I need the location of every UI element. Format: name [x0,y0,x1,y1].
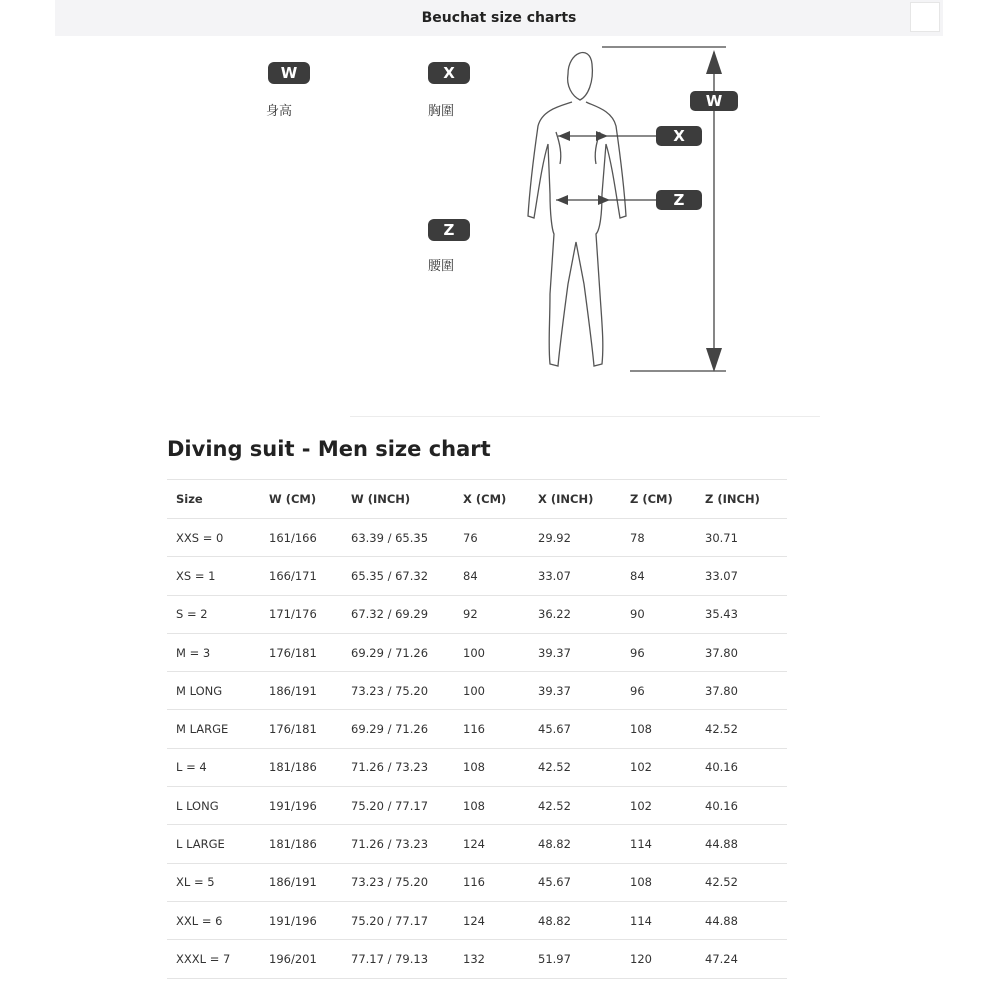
table-cell: 29.92 [529,519,621,557]
table-cell: 191/196 [260,787,342,825]
table-cell: XXXL = 7 [167,940,260,978]
table-cell: 124 [454,901,529,939]
figure-z-label: Z [673,191,685,209]
table-cell: 35.43 [696,595,787,633]
w-caption: 身高 [266,104,293,119]
z-badge: Z [428,219,470,241]
table-row [167,787,787,825]
table-cell: XXL = 6 [167,901,260,939]
table-cell: 69.29 / 71.26 [342,710,454,748]
table-cell: 75.20 / 77.17 [342,787,454,825]
table-row [167,595,787,633]
table-cell: 40.16 [696,748,787,786]
table-cell: 73.23 / 75.20 [342,863,454,901]
figure-w-label: W [705,92,723,110]
table-cell: 108 [454,787,529,825]
table-cell: 116 [454,863,529,901]
table-cell: 44.88 [696,825,787,863]
column-header: W (INCH) [342,480,454,519]
table-cell: 84 [621,557,696,595]
table-row [167,557,787,595]
table-cell: 42.52 [529,787,621,825]
table-cell: 116 [454,710,529,748]
table-cell: L LARGE [167,825,260,863]
corner-button[interactable] [910,2,940,32]
table-cell: 48.82 [529,901,621,939]
table-cell: 114 [621,901,696,939]
table-body [167,519,787,979]
chest-arrow-right [596,131,608,141]
table-cell: 37.80 [696,672,787,710]
column-header: W (CM) [260,480,342,519]
table-cell: XS = 1 [167,557,260,595]
z-caption: 腰圍 [428,259,455,274]
table-cell: 77.17 / 79.13 [342,940,454,978]
table-cell: 114 [621,825,696,863]
table-cell: 42.52 [529,748,621,786]
w-badge: W [268,62,310,84]
table-cell: 39.37 [529,672,621,710]
table-row [167,633,787,671]
table-cell: 96 [621,633,696,671]
table-cell: 176/181 [260,633,342,671]
table-cell: 181/186 [260,825,342,863]
table-cell: XXS = 0 [167,519,260,557]
table-cell: 33.07 [529,557,621,595]
table-cell: 108 [454,748,529,786]
table-cell: 196/201 [260,940,342,978]
table-cell: 84 [454,557,529,595]
table-cell: 176/181 [260,710,342,748]
page-title: Beuchat size charts [421,10,577,26]
table-cell: 44.88 [696,901,787,939]
table-cell: 92 [454,595,529,633]
table-row [167,748,787,786]
table-cell: M LONG [167,672,260,710]
x-caption: 胸圍 [428,104,455,119]
column-header: Size [167,480,260,519]
table-cell: 108 [621,710,696,748]
chest-arrow-left [558,131,570,141]
table-cell: 108 [621,863,696,901]
table-cell: L LONG [167,787,260,825]
table-cell: 96 [621,672,696,710]
table-cell: 102 [621,787,696,825]
table-cell: 39.37 [529,633,621,671]
table-cell: 33.07 [696,557,787,595]
table-cell: 67.32 / 69.29 [342,595,454,633]
table-row [167,901,787,939]
table-cell: 45.67 [529,863,621,901]
table-cell: 65.35 / 67.32 [342,557,454,595]
table-cell: 75.20 / 77.17 [342,901,454,939]
table-row [167,825,787,863]
table-cell: 90 [621,595,696,633]
body-measurement-diagram [520,44,760,384]
table-cell: 76 [454,519,529,557]
column-header: Z (CM) [621,480,696,519]
table-cell: 69.29 / 71.26 [342,633,454,671]
table-cell: 42.52 [696,863,787,901]
table-cell: 45.67 [529,710,621,748]
table-cell: S = 2 [167,595,260,633]
table-cell: 78 [621,519,696,557]
table-cell: 37.80 [696,633,787,671]
table-row [167,710,787,748]
body-outline [528,53,626,366]
table-cell: 73.23 / 75.20 [342,672,454,710]
body-figure-svg [520,44,760,384]
table-cell: 51.97 [529,940,621,978]
table-row [167,863,787,901]
table-cell: 48.82 [529,825,621,863]
table-cell: 42.52 [696,710,787,748]
table-cell: 171/176 [260,595,342,633]
table-row [167,672,787,710]
section-divider [350,416,820,417]
table-cell: M LARGE [167,710,260,748]
size-table [167,479,787,979]
table-cell: XL = 5 [167,863,260,901]
column-header: Z (INCH) [696,480,787,519]
table-cell: 102 [621,748,696,786]
height-arrow-top [706,50,722,74]
table-row [167,940,787,978]
table-cell: 71.26 / 73.23 [342,825,454,863]
waist-arrow-left [556,195,568,205]
table-cell: 191/196 [260,901,342,939]
chart-heading: Diving suit - Men size chart [167,437,491,461]
figure-x-label: X [673,127,685,145]
table-cell: 71.26 / 73.23 [342,748,454,786]
table-cell: 100 [454,633,529,671]
table-cell: 124 [454,825,529,863]
table-cell: 161/166 [260,519,342,557]
table-cell: L = 4 [167,748,260,786]
table-cell: 63.39 / 65.35 [342,519,454,557]
table-cell: 181/186 [260,748,342,786]
table-cell: 100 [454,672,529,710]
top-bar [55,0,943,36]
waist-arrow-right [598,195,610,205]
height-arrow-bottom [706,348,722,372]
table-cell: 186/191 [260,863,342,901]
table-cell: 36.22 [529,595,621,633]
table-cell: 40.16 [696,787,787,825]
column-header: X (INCH) [529,480,621,519]
table-cell: 30.71 [696,519,787,557]
column-header: X (CM) [454,480,529,519]
table-header-row [167,480,787,519]
table-cell: 132 [454,940,529,978]
table-row [167,519,787,557]
x-badge: X [428,62,470,84]
table-cell: M = 3 [167,633,260,671]
table-cell: 166/171 [260,557,342,595]
table-cell: 47.24 [696,940,787,978]
table-cell: 120 [621,940,696,978]
table-cell: 186/191 [260,672,342,710]
